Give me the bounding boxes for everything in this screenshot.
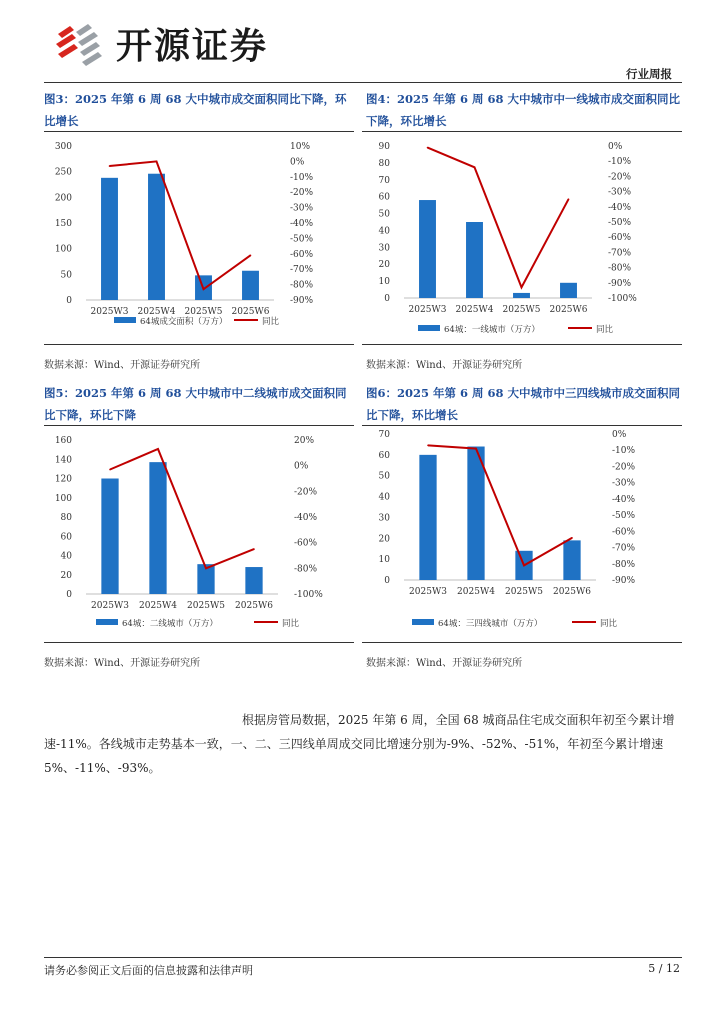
- x-axis-tick-label: 2025W6: [231, 307, 270, 317]
- right-axis-tick-label: -100%: [608, 294, 637, 304]
- right-axis-tick-label: -40%: [612, 494, 636, 505]
- page-header: [0, 0, 724, 82]
- logo-mark-icon: [52, 20, 110, 66]
- bar-2025W3: [419, 455, 436, 580]
- bar-2025W3: [419, 200, 436, 298]
- legend-bar-label: 64城：二线城市（万方）: [122, 619, 218, 629]
- figure-6-title-rule: [362, 425, 682, 426]
- x-axis-tick-label: 2025W6: [235, 601, 273, 611]
- bar-2025W5: [513, 293, 530, 298]
- yoy-point-2025W6: [253, 548, 255, 550]
- company-logo: [52, 20, 268, 66]
- left-axis-tick-label: 50: [378, 209, 390, 220]
- right-axis-tick-label: -20%: [612, 462, 636, 473]
- legend-bar-swatch: [418, 325, 440, 331]
- left-axis-tick-label: 200: [54, 193, 72, 204]
- header-divider: [44, 82, 682, 83]
- right-axis-tick-label: -60%: [612, 527, 636, 538]
- legend-line-label: 同比: [262, 317, 280, 327]
- left-axis-tick-label: 10: [378, 555, 390, 566]
- left-axis-tick-label: 100: [54, 244, 72, 255]
- right-axis-tick-label: 0%: [294, 461, 309, 472]
- legend-bar-label: 64城：一线城市（万方）: [444, 325, 540, 335]
- bar-2025W6: [563, 540, 580, 580]
- right-axis-tick-label: 0%: [290, 157, 305, 168]
- left-axis-tick-label: 250: [54, 167, 72, 178]
- right-axis-tick-label: -90%: [612, 576, 636, 586]
- right-axis-tick-label: -40%: [290, 219, 314, 229]
- figure-3-title: 图3：2025 年第 6 周 68 大中城市成交面积同比下降，环比增长: [44, 92, 347, 128]
- right-axis-tick-label: -70%: [608, 248, 632, 259]
- yoy-point-2025W6: [250, 255, 252, 257]
- x-axis-tick-label: 2025W4: [139, 601, 177, 611]
- right-axis-tick-label: -100%: [294, 590, 323, 600]
- right-axis-tick-label: -50%: [290, 234, 314, 245]
- yoy-line: [110, 161, 251, 289]
- x-axis-tick-label: 2025W4: [455, 305, 494, 315]
- bar-2025W3: [101, 178, 118, 300]
- x-axis-tick-label: 2025W4: [457, 587, 495, 597]
- right-axis-tick-label: -20%: [608, 172, 632, 183]
- right-axis-tick-label: -60%: [294, 538, 318, 549]
- left-axis-tick-label: 70: [378, 175, 390, 186]
- right-axis-tick-label: -40%: [294, 513, 318, 523]
- yoy-point-2025W6: [568, 198, 570, 200]
- figure-4-title-rule: [362, 131, 682, 132]
- document-type-label: 行业周报: [626, 67, 672, 81]
- bar-2025W6: [242, 271, 259, 300]
- left-axis-tick-label: 80: [378, 158, 390, 169]
- bar-2025W4: [467, 447, 484, 580]
- bar-2025W4: [148, 174, 165, 300]
- figure-5-title-rule: [44, 425, 354, 426]
- x-axis-tick-label: 2025W5: [184, 307, 223, 317]
- legend-line-label: 同比: [600, 619, 618, 629]
- yoy-point-2025W5: [521, 287, 523, 289]
- logo-text: 开源证券: [116, 25, 269, 67]
- right-axis-tick-label: -10%: [290, 172, 314, 183]
- left-axis-tick-label: 40: [378, 492, 390, 503]
- bar-2025W4: [466, 222, 483, 298]
- yoy-line: [110, 449, 254, 568]
- yoy-point-2025W3: [427, 445, 429, 447]
- right-axis-tick-label: -30%: [612, 478, 636, 489]
- yoy-point-2025W6: [571, 537, 573, 539]
- right-axis-tick-label: -30%: [290, 203, 314, 214]
- figure-4-chart: [362, 134, 682, 340]
- left-axis-tick-label: 0: [384, 576, 390, 586]
- right-axis-tick-label: -80%: [612, 559, 636, 570]
- left-axis-tick-label: 20: [60, 570, 72, 581]
- x-axis-tick-label: 2025W3: [408, 305, 447, 315]
- body-paragraph: 根据房管局数据，2025 年第 6 周，全国 68 城商品住宅成交面积年初至今累计增速-11%。各线城市走势基本一致，一、二、三四线单周成交同比增速分别为-9%、-52%、-51%，年初至今累计增速 5%、-11%、-93%。: [44, 713, 675, 775]
- right-axis-tick-label: -20%: [294, 487, 318, 498]
- yoy-point-2025W5: [203, 288, 205, 290]
- right-axis-tick-label: -50%: [612, 511, 636, 522]
- x-axis-tick-label: 2025W5: [502, 305, 541, 315]
- yoy-point-2025W5: [523, 565, 525, 567]
- figure-4-title: 图4：2025 年第 6 周 68 大中城市中一线城市成交面积同比下降，环比增长: [366, 92, 681, 128]
- legend-bar-label: 64城成交面积（万方）: [140, 317, 228, 327]
- right-axis-tick-label: -60%: [608, 233, 632, 244]
- bar-2025W6: [245, 567, 262, 594]
- x-axis-tick-label: 2025W4: [137, 307, 176, 317]
- x-axis-tick-label: 2025W6: [549, 305, 588, 315]
- left-axis-tick-label: 150: [54, 219, 72, 229]
- x-axis-tick-label: 2025W5: [505, 587, 543, 597]
- figure-3-chart: [44, 134, 356, 340]
- right-axis-tick-label: -90%: [290, 296, 314, 306]
- yoy-point-2025W4: [156, 161, 158, 163]
- bar-2025W3: [101, 479, 118, 595]
- right-axis-tick-label: 10%: [290, 142, 311, 152]
- figure-5-bottom-rule: [44, 642, 354, 643]
- figure-3-source: 数据来源：Wind、开源证券研究所: [44, 360, 201, 371]
- right-axis-tick-label: -60%: [290, 249, 314, 260]
- left-axis-tick-label: 90: [378, 142, 390, 152]
- left-axis-tick-label: 50: [378, 471, 390, 482]
- left-axis-tick-label: 60: [60, 532, 72, 543]
- bar-2025W6: [560, 283, 577, 298]
- left-axis-tick-label: 30: [378, 513, 390, 524]
- left-axis-tick-label: 10: [378, 277, 390, 288]
- legend-line-label: 同比: [596, 325, 614, 335]
- left-axis-tick-label: 60: [378, 192, 390, 203]
- right-axis-tick-label: -80%: [608, 263, 632, 274]
- yoy-point-2025W4: [475, 448, 477, 450]
- left-axis-tick-label: 160: [54, 436, 72, 446]
- legend-line-label: 同比: [282, 619, 300, 629]
- figure-5-source: 数据来源：Wind、开源证券研究所: [44, 658, 201, 669]
- right-axis-tick-label: -50%: [608, 218, 632, 228]
- left-axis-tick-label: 20: [378, 260, 390, 271]
- left-axis-tick-label: 100: [54, 493, 72, 504]
- right-axis-tick-label: -30%: [608, 187, 632, 198]
- figure-6-bottom-rule: [362, 642, 682, 643]
- right-axis-tick-label: -20%: [290, 188, 314, 199]
- left-axis-tick-label: 50: [60, 270, 72, 281]
- footer-divider: [44, 957, 682, 958]
- left-axis-tick-label: 70: [378, 430, 390, 440]
- figure-6-title: 图6：2025 年第 6 周 68 大中城市中三四线城市成交面积同比下降，环比增长: [366, 386, 681, 422]
- legend-bar-swatch: [114, 317, 136, 323]
- yoy-point-2025W3: [109, 165, 111, 167]
- legend-bar-swatch: [96, 619, 118, 625]
- right-axis-tick-label: -80%: [290, 280, 314, 291]
- legend-bar-swatch: [412, 619, 434, 625]
- left-axis-tick-label: 80: [60, 513, 72, 523]
- right-axis-tick-label: -10%: [608, 157, 632, 168]
- figure-3-title-rule: [44, 131, 354, 132]
- x-axis-tick-label: 2025W3: [90, 307, 129, 317]
- right-axis-tick-label: -40%: [608, 202, 632, 213]
- left-axis-tick-label: 40: [60, 551, 72, 562]
- figure-5-title: 图5：2025 年第 6 周 68 大中城市中二线城市成交面积同比下降，环比下降: [44, 386, 347, 422]
- left-axis-tick-label: 30: [378, 243, 390, 254]
- figure-6-chart: [362, 428, 682, 638]
- right-axis-tick-label: 0%: [608, 142, 623, 152]
- x-axis-tick-label: 2025W3: [91, 601, 129, 611]
- yoy-line: [428, 445, 572, 565]
- right-axis-tick-label: 20%: [294, 436, 315, 446]
- right-axis-tick-label: 0%: [612, 430, 627, 440]
- x-axis-tick-label: 2025W6: [553, 587, 591, 597]
- left-axis-tick-label: 60: [378, 450, 390, 461]
- figure-6-source: 数据来源：Wind、开源证券研究所: [366, 658, 523, 669]
- yoy-point-2025W4: [157, 448, 159, 450]
- yoy-point-2025W4: [474, 166, 476, 168]
- left-axis-tick-label: 140: [54, 455, 72, 466]
- right-axis-tick-label: -80%: [294, 564, 318, 575]
- x-axis-tick-label: 2025W3: [409, 587, 447, 597]
- x-axis-tick-label: 2025W5: [187, 601, 225, 611]
- left-axis-tick-label: 40: [378, 226, 390, 237]
- right-axis-tick-label: -70%: [612, 543, 636, 554]
- yoy-point-2025W3: [427, 147, 429, 149]
- left-axis-tick-label: 0: [66, 296, 72, 306]
- left-axis-tick-label: 20: [378, 534, 390, 545]
- right-axis-tick-label: -10%: [612, 446, 636, 457]
- figure-3-bottom-rule: [44, 344, 354, 345]
- left-axis-tick-label: 120: [54, 474, 72, 485]
- left-axis-tick-label: 300: [54, 142, 72, 152]
- bar-2025W4: [149, 462, 166, 594]
- figure-4-bottom-rule: [362, 344, 682, 345]
- right-axis-tick-label: -90%: [608, 278, 632, 289]
- footer-disclaimer: 请务必参阅正文后面的信息披露和法律声明: [44, 964, 253, 977]
- page-number: 5 / 12: [648, 962, 680, 975]
- yoy-point-2025W5: [205, 568, 207, 570]
- yoy-line: [428, 148, 569, 288]
- figure-5-chart: [44, 428, 356, 638]
- right-axis-tick-label: -70%: [290, 265, 314, 276]
- yoy-point-2025W3: [109, 469, 111, 471]
- legend-bar-label: 64城：三四线城市（万方）: [438, 619, 543, 629]
- left-axis-tick-label: 0: [66, 590, 72, 600]
- figure-4-source: 数据来源：Wind、开源证券研究所: [366, 360, 523, 371]
- left-axis-tick-label: 0: [384, 294, 390, 304]
